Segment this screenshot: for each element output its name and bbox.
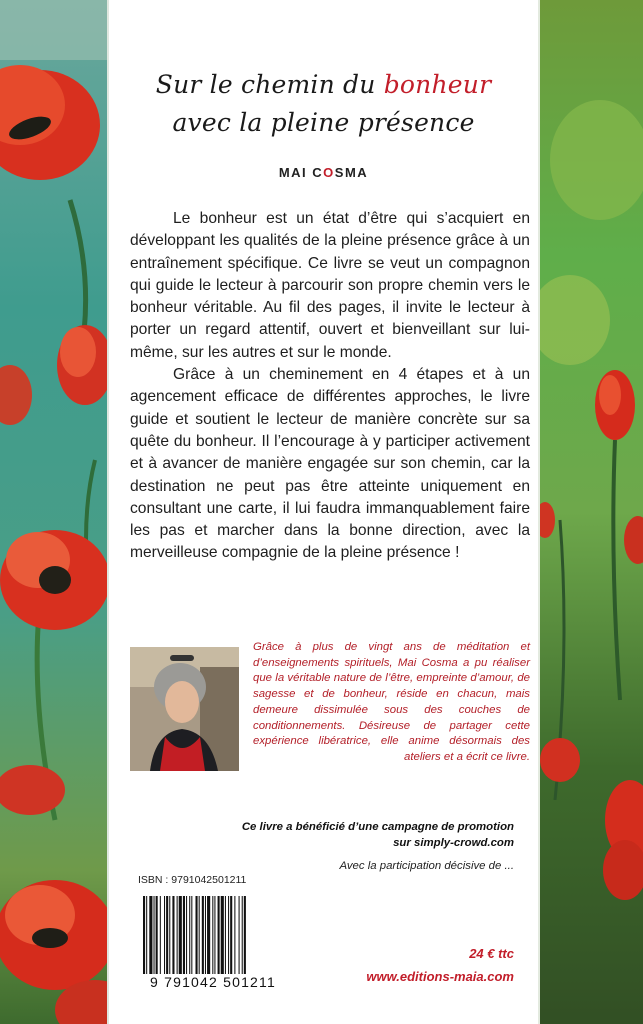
barcode-bar: [186, 896, 187, 978]
barcode-bar: [225, 896, 226, 978]
isbn-label: ISBN : 9791042501211: [138, 874, 247, 886]
barcode-bar: [218, 896, 220, 978]
participation-note: Avec la participation décisive de ...: [339, 860, 514, 872]
left-poppy-painting: [0, 0, 107, 1024]
barcode-bar: [169, 896, 170, 978]
barcode-bar: [199, 896, 200, 978]
barcode-bar: [164, 896, 165, 978]
author-name-part: MAI C: [278, 165, 324, 180]
barcode-bar: [154, 896, 155, 978]
barcode-bar: [166, 896, 168, 978]
barcode-bar: [179, 896, 182, 978]
barcode-bar: [202, 896, 204, 978]
promotion-note: [169, 819, 514, 851]
title-text: Sur le chemin du: [155, 70, 384, 99]
promotion-line: Ce livre a bénéficié d’une campagne de promotion: [241, 821, 514, 833]
blurb-paragraph: Grâce à un cheminement en 4 étapes et à un agencement efficace de différentes approches, le livre guide et soutient le lecteur de manière concrète sur sa quête du bonheur. Il l’encourage à y participer activement et à avancer de manière engagée sur son chemin, car la destination ne peut pas être atteinte uniquement en consultant une carte, il lui faudra immanquablement faire les pas et marcher dans la bonne direction, avec la merveilleuse compagnie de la pleine présence !: [130, 366, 530, 562]
barcode-bar: [212, 896, 213, 978]
author-name: [109, 165, 538, 180]
barcode-bar: [205, 896, 206, 978]
barcode-bar: [214, 896, 215, 978]
barcode-bar: [207, 896, 210, 978]
right-border-rule: [538, 0, 540, 1024]
barcode-bar: [230, 896, 232, 978]
author-bio: Grâce à plus de vingt ans de méditation et d’enseignements spirituels, Mai Cosma a pu réaliser que la véritable nature de l’être, empreinte d’amour, de sagesse et de bonheur, réside en chacun, mais demeure dissimulée sous des couches de conditionnements. Désireuse de partager cette expérience libératrice, elle anime désormais des ateliers et a écrit ce livre.: [253, 641, 530, 763]
barcode-bar: [242, 896, 243, 986]
barcode-bar: [228, 896, 229, 978]
barcode-bar: [143, 896, 145, 986]
barcode-digits: 9 791042 501211: [133, 974, 293, 990]
book-title-line-1: [109, 70, 538, 99]
barcode-bar: [234, 896, 235, 978]
barcode-bar: [221, 896, 224, 978]
book-title-line-2: avec la pleine présence: [172, 108, 475, 137]
barcode-bar: [172, 896, 174, 978]
back-cover-content: [109, 0, 538, 1024]
barcode-bar: [156, 896, 158, 978]
barcode-bar: [244, 896, 246, 986]
barcode-bar: [189, 896, 190, 978]
barcode-bar: [149, 896, 152, 978]
publisher-website: www.editions-maia.com: [366, 969, 514, 984]
barcode-bar: [196, 896, 198, 986]
book-blurb: [130, 208, 530, 565]
promotion-line: sur simply-crowd.com: [393, 837, 514, 849]
barcode-bar: [177, 896, 178, 978]
author-name-accent: O: [323, 165, 335, 180]
barcode-bar: [191, 896, 192, 978]
author-name-part: SMA: [334, 165, 369, 180]
title-accent-word: bonheur: [383, 70, 492, 99]
barcode-bar: [183, 896, 185, 978]
right-poppy-painting: [540, 0, 643, 1024]
poppy-bud-icon: [595, 370, 635, 440]
barcode-bar: [160, 896, 161, 978]
barcode-bar: [146, 896, 147, 986]
price: 24 € ttc: [469, 946, 514, 961]
author-photo: [130, 647, 239, 771]
barcode-bar: [239, 896, 240, 978]
blurb-paragraph: Le bonheur est un état d’être qui s’acquiert en développant les qualités de la pleine présence grâce à un entraînement spécifique. Ce livre se veut un compagnon qui guide le lecteur à parcourir son propre chemin vers le bonheur véritable. Au fil des pages, il invite le lecteur à porter un regard attentif, ouvert et bienveillant sur lui-même, sur les autres et sur le monde.: [130, 210, 530, 361]
